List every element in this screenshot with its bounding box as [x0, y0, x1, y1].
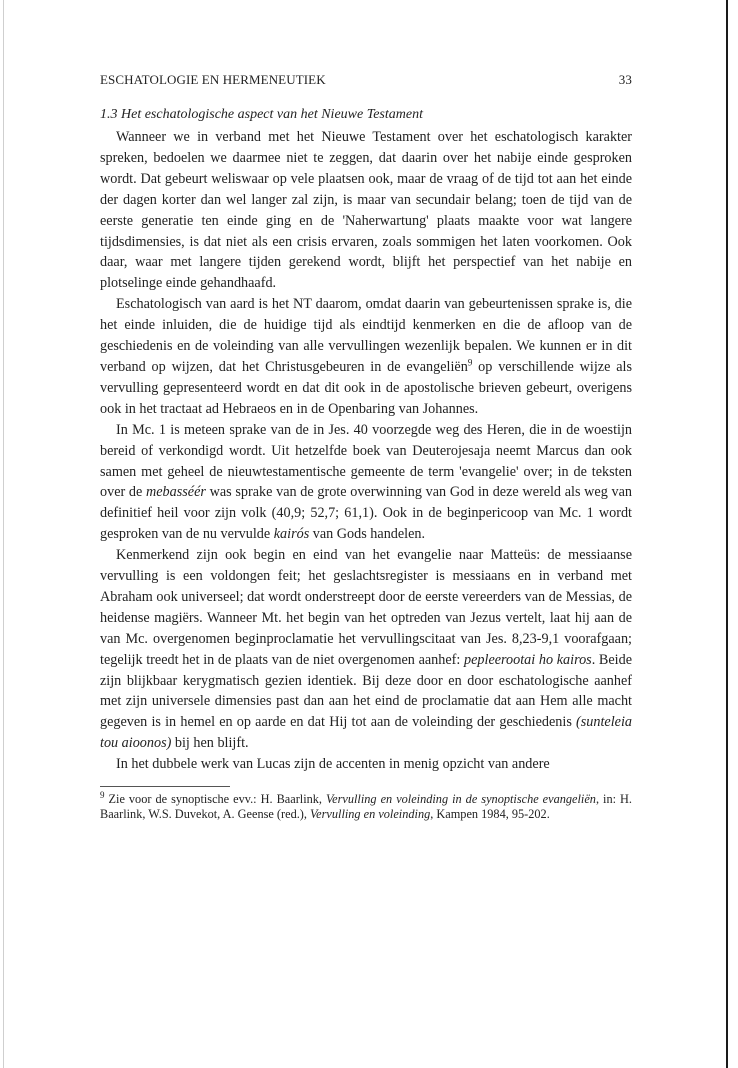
paragraph-3-text-c: van Gods handelen.	[309, 526, 426, 543]
paragraph-4-text-a: Kenmerkend zijn ook begin en eind van het evangelie naar Matteüs: de messiaanse vervulling is een voldongen feit; het geslachtsregister is messiaans en in verband met Abraham ook universeel; dat wordt onderstreept door de eerste vereerders van de Messias, de heidense magiërs. Wanneer Mt. het begin van het optreden van Jezus vertelt, laat hij aan de van Mc. overgenomen beginproclamatie het vervullingscitaat van Jes. 8,23-9,1 voorafgaan; tegelijk treedt het in de plaats van de niet overgenomen aanhef:	[100, 547, 632, 668]
scan-right-edge	[726, 0, 728, 1068]
footnote-text-a: Zie voor de synoptische evv.: H. Baarlink,	[104, 792, 327, 807]
footnote-title-2: Vervulling en voleinding	[310, 806, 431, 821]
greek-phrase-pepleerootai: pepleerootai ho kairos	[464, 651, 592, 668]
paragraph-4-text-b: . Beide zijn blijkbaar kerygmatisch gezien identiek. Bij deze door en door eschatologische aanhef met zijn universele dimensies past dan aan het eind de proclamatie dat aan Hem alle macht gegeven is in hemel en op aarde en dat Hij tot aan de voleinding der geschiedenis	[100, 651, 633, 731]
running-head	[100, 72, 632, 88]
footnote-number: 9	[100, 790, 105, 800]
footnote	[100, 792, 632, 821]
paragraph-3-text-a: In Mc. 1 is meteen sprake van de in Jes. 40 voorzegde weg des Heren, die in de woestijn bereid of verkondigd wordt. Uit hetzelfde boek van Deuterojesaja neemt Marcus dan ook samen met geheel de nieuwtestamentische gemeente de term 'evangelie' over; in de teksten over de	[100, 421, 632, 501]
greek-phrase-sunteleia: (sunteleia tou aioonos)	[100, 714, 632, 752]
paragraph-2-text-b: op verschillende wijze als vervulling gepresenteerd wordt en dat dit ook in de apostolische brieven gebeurt, overigens ook in het tractaat ad Hebraeos en in de Openbaring van Johannes.	[100, 358, 633, 417]
paragraph-5: In het dubbele werk van Lucas zijn de accenten in menig opzicht van andere	[116, 756, 550, 773]
footnote-text-c: , Kampen 1984, 95-202.	[430, 806, 550, 821]
paragraph-2-text-a: Eschatologisch van aard is het NT daarom, omdat daarin van gebeurtenissen sprake is, die het einde inluiden, die de huidige tijd als eindtijd kenmerken en die de afloop van de geschiedenis en de voleinding van alle vervullingen wezenlijk bepalen. We kunnen er in dit verband op wijzen, dat het Christusgebeuren in de evangeliën	[100, 296, 632, 375]
greek-term-mebasseer: mebasséér	[146, 484, 206, 501]
greek-term-kairos: kairós	[273, 526, 310, 543]
paragraph-3	[100, 420, 632, 545]
footnote-divider	[100, 786, 230, 787]
paragraph-3-text-b: was sprake van de grote overwinning van God in deze wereld als weg van definitief heil voor zijn volk (40,9; 52,7; 61,1). Ook in de beginpericoop van Mc. 1 wordt gesproken van de nu vervulde	[100, 484, 632, 543]
footnote-title-1: Vervulling en voleinding in de synoptische evangeliën	[326, 792, 596, 807]
section-heading: 1.3 Het eschatologische aspect van het Nieuwe Testament	[100, 107, 423, 122]
paragraph-4-text-c: bij hen blijft.	[171, 735, 249, 752]
running-title: ESCHATOLOGIE EN HERMENEUTIEK	[100, 72, 326, 87]
paragraph-4	[100, 545, 632, 754]
scan-left-edge	[3, 0, 4, 1068]
page-number: 33	[618, 72, 632, 87]
paragraph-2	[100, 294, 632, 419]
footnote-text-b: , in: H. Baarlink, W.S. Duvekot, A. Geense (red.),	[100, 792, 632, 821]
footnote-reference: 9	[467, 357, 473, 368]
page-body	[100, 72, 632, 821]
paragraph-1: Wanneer we in verband met het Nieuwe Testament over het eschatologisch karakter spreken, bedoelen we daarmee niet te zeggen, dat daarin over het nabije einde gesproken wordt. Dat gebeurt weliswaar op vele plaatsen ook, maar de vraag of de tijd tot aan het einde der dagen korter dan wel langer zal zijn, is maar van secundair belang; toen de tijd van de eerste generatie ten einde ging en de 'Naherwartung' plaats maakte voor wat langere tijdsdimensies, is dat niet als een crisis ervaren, zoals sommigen het laten voorkomen. Ook daar, waar met langere tijden gerekend wordt, blijft het perspectief van het nabije en plotselinge einde gehandhaafd.	[100, 129, 632, 292]
